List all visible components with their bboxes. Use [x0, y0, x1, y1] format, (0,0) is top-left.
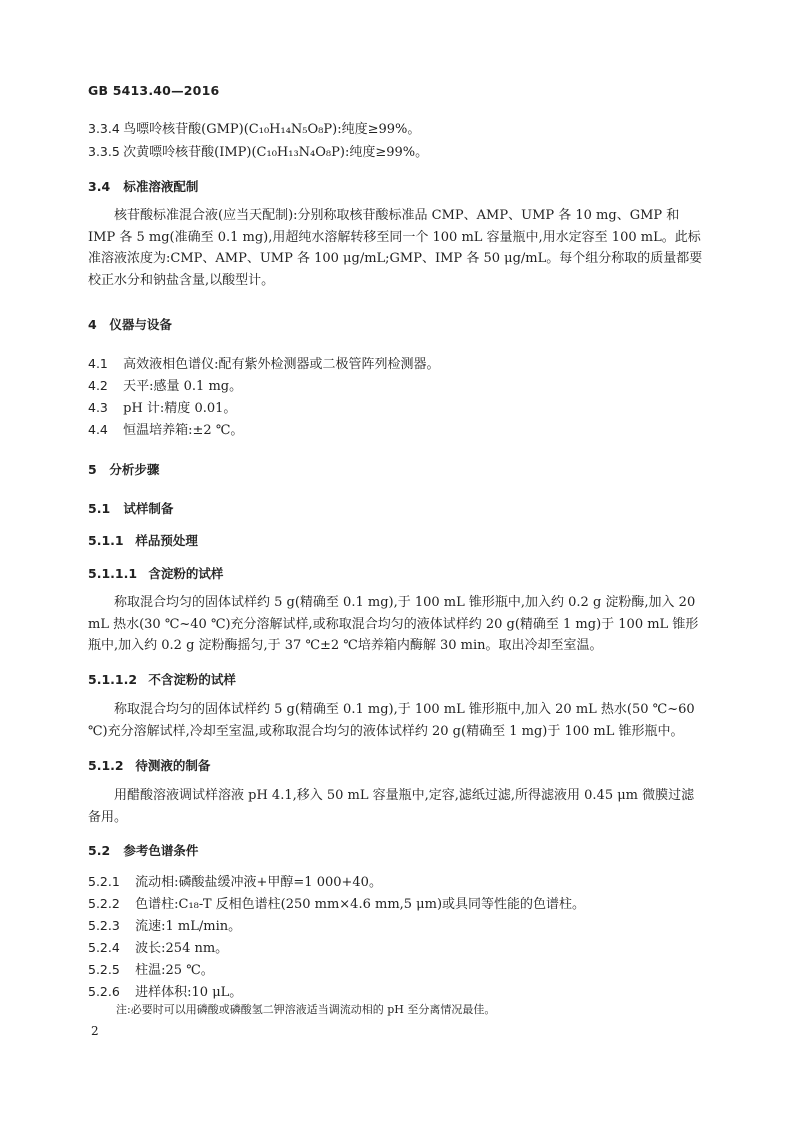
heading-4: [88, 316, 172, 334]
heading-title: 参考色谱条件: [123, 843, 199, 858]
clause-text: 次黄嘌呤核苷酸(IMP)(C₁₀H₁₃N₄O₈P):纯度≥99%。: [123, 145, 429, 160]
clause-5-2-4: [88, 939, 228, 958]
clause-text: 鸟嘌呤核苷酸(GMP)(C₁₀H₁₄N₅O₈P):纯度≥99%。: [123, 122, 421, 137]
clause-5-2-2: [88, 895, 585, 914]
clause-number: 5.2.6: [88, 984, 120, 999]
clause-number: 5.2.3: [88, 918, 120, 933]
clause-text: 高效液相色谱仪:配有紫外检测器或二极管阵列检测器。: [123, 357, 440, 372]
clause-4-1: [88, 355, 440, 374]
heading-title: 仪器与设备: [109, 317, 172, 332]
heading-title: 待测液的制备: [135, 758, 211, 773]
clause-5-2-5: [88, 961, 214, 980]
heading-number: 4: [88, 317, 97, 332]
heading-number: 5.2: [88, 843, 111, 858]
heading-number: 5.1.2: [88, 758, 124, 773]
heading-title: 不含淀粉的试样: [148, 672, 236, 687]
heading-title: 样品预处理: [135, 533, 198, 548]
heading-number: 3.4: [88, 179, 111, 194]
clause-4-2: [88, 377, 242, 396]
clause-4-4: [88, 421, 243, 440]
clause-number: 4.3: [88, 400, 108, 415]
heading-5-1-1-2: [88, 671, 236, 689]
clause-number: 4.4: [88, 422, 108, 437]
heading-5-1-1-1: [88, 565, 223, 583]
heading-5-2: [88, 842, 198, 860]
clause-number: 5.2.1: [88, 874, 120, 889]
clause-number: 5.2.5: [88, 962, 120, 977]
clause-text: 恒温培养箱:±2 ℃。: [123, 423, 244, 438]
paragraph-5-1-1-1: 称取混合均匀的固体试样约 5 g(精确至 0.1 mg),于 100 mL 锥形瓶中,加入约 0.2 g 淀粉酶,加入 20 mL 热水(30 ℃~40 ℃)充分溶解试样,或称取混合均匀的液体试样约 20 g(精确至 1 mg)于 100 mL 锥形瓶中,加入约 0.2 g 淀粉酶摇匀,于 37 ℃±2 ℃培养箱内酶解 30 min。取出冷却至室温。: [88, 595, 699, 653]
heading-5: [88, 461, 159, 479]
paragraph-5-1-2: 用醋酸溶液调试样溶液 pH 4.1,移入 50 mL 容量瓶中,定容,滤纸过滤,所得滤液用 0.45 μm 微膜过滤备用。: [88, 788, 695, 825]
standard-id: GB 5413.40—2016: [88, 83, 220, 98]
heading-title: 分析步骤: [109, 462, 160, 477]
clause-number: 5.2.2: [88, 896, 120, 911]
clause-text: 进样体积:10 μL。: [135, 985, 243, 1000]
clause-text: 波长:254 nm。: [135, 941, 229, 956]
page-number: 2: [91, 1024, 99, 1038]
clause-text: 天平:感量 0.1 mg。: [123, 379, 243, 394]
heading-number: 5.1.1.2: [88, 672, 138, 687]
heading-title: 含淀粉的试样: [148, 566, 224, 581]
clause-4-3: [88, 399, 236, 418]
clause-number: 5.2.4: [88, 940, 120, 955]
heading-5-1-1: [88, 532, 198, 550]
clause-5-2-6: [88, 983, 242, 1002]
heading-number: 5.1: [88, 501, 111, 516]
clause-number: 3.3.4: [88, 121, 120, 136]
heading-title: 试样制备: [123, 501, 174, 516]
heading-5-1: [88, 500, 173, 518]
heading-number: 5.1.1.1: [88, 566, 138, 581]
clause-number: 3.3.5: [88, 144, 120, 159]
clause-text: 柱温:25 ℃。: [135, 963, 214, 978]
clause-5-2-1: [88, 873, 382, 892]
clause-3-3-4: [88, 120, 420, 139]
paragraph-5-1-1-2: 称取混合均匀的固体试样约 5 g(精确至 0.1 mg),于 100 mL 锥形瓶中,加入 20 mL 热水(50 ℃~60 ℃)充分溶解试样,冷却至室温,或称取混合均匀的液体试样约 20 g(精确至 1 mg)于 100 mL 锥形瓶中。: [88, 702, 695, 739]
clause-text: pH 计:精度 0.01。: [123, 401, 237, 416]
heading-title: 标准溶液配制: [123, 179, 199, 194]
clause-text: 色谱柱:C₁₈-T 反相色谱柱(250 mm×4.6 mm,5 μm)或具同等性能的色谱柱。: [135, 897, 586, 912]
heading-5-1-2: [88, 757, 210, 775]
heading-3-4: [88, 178, 198, 196]
heading-number: 5: [88, 462, 97, 477]
note: 注:必要时可以用磷酸或磷酸氢二钾溶液适当调流动相的 pH 至分离情况最佳。: [116, 1003, 496, 1016]
clause-5-2-3: [88, 917, 241, 936]
clause-number: 4.2: [88, 378, 108, 393]
heading-number: 5.1.1: [88, 533, 124, 548]
clause-number: 4.1: [88, 356, 108, 371]
clause-text: 流动相:磷酸盐缓冲液+甲醇=1 000+40。: [135, 875, 382, 890]
clause-text: 流速:1 mL/min。: [135, 919, 242, 934]
clause-3-3-5: [88, 143, 428, 162]
paragraph-3-4: 核苷酸标准混合液(应当天配制):分别称取核苷酸标准品 CMP、AMP、UMP 各 10 mg、GMP 和 IMP 各 5 mg(准确至 0.1 mg),用超纯水溶解转移至同一个 100 mL 容量瓶中,用水定容至 100 mL。此标准溶液浓度为:CMP、AMP、UMP 各 100 μg/mL;GMP、IMP 各 50 μg/mL。每个组分称取的质量都要校正水分和钠盐含量,以酸型计。: [88, 208, 703, 288]
